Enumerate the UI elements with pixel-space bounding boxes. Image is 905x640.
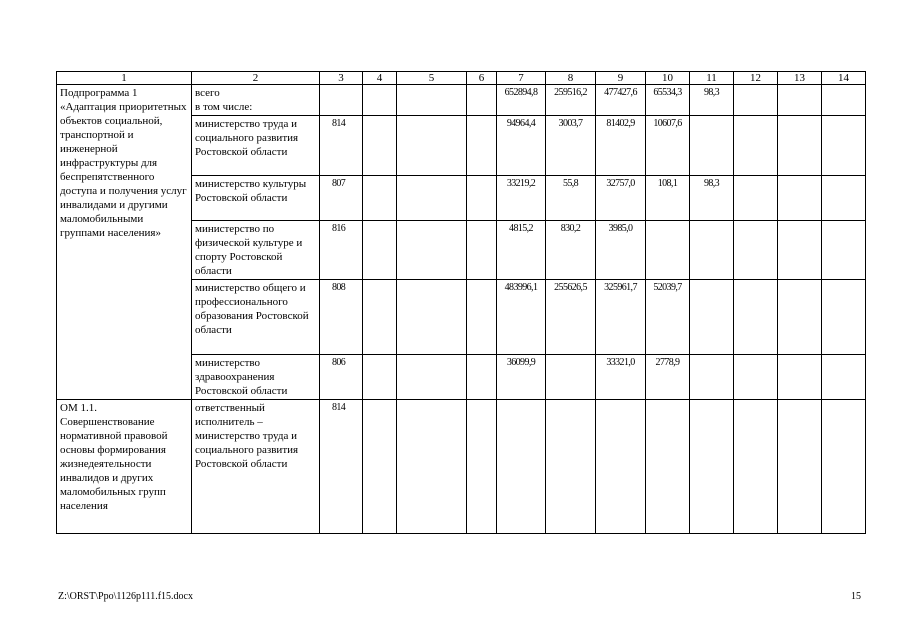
value-cell: 325961,7 (596, 280, 646, 355)
value-cell (734, 85, 778, 116)
value-cell (778, 116, 822, 176)
value-cell (822, 116, 866, 176)
executor-cell: министерство общего и профессионального образования Ростовской области (192, 280, 320, 355)
value-cell (778, 280, 822, 355)
value-cell (690, 400, 734, 534)
value-cell: 98,3 (690, 85, 734, 116)
value-cell: 10607,6 (646, 116, 690, 176)
value-cell (467, 85, 497, 116)
page-number: 15 (851, 591, 861, 602)
value-cell (467, 176, 497, 221)
header-cell: 12 (734, 72, 778, 85)
executor-cell: министерство труда и социального развития Ростовской области (192, 116, 320, 176)
value-cell (690, 221, 734, 280)
value-cell (734, 221, 778, 280)
value-cell (690, 280, 734, 355)
value-cell: 33321,0 (596, 355, 646, 400)
executor-cell: министерство культуры Ростовской области (192, 176, 320, 221)
executor-cell: министерство по физической культуре и спорту Ростовской области (192, 221, 320, 280)
value-cell: 108,1 (646, 176, 690, 221)
value-cell: 98,3 (690, 176, 734, 221)
value-cell (467, 400, 497, 534)
value-cell (467, 355, 497, 400)
value-cell (822, 221, 866, 280)
header-cell: 5 (397, 72, 467, 85)
value-cell: 483996,1 (497, 280, 546, 355)
value-cell (397, 116, 467, 176)
header-cell: 2 (192, 72, 320, 85)
header-cell: 6 (467, 72, 497, 85)
header-cell: 10 (646, 72, 690, 85)
subprogram-label: Подпрограмма 1 «Адаптация приоритетных объектов социальной, транспортной и инженерной инфраструктуры для беспрепятственного доступа и получения услуг инвалидами и другими маломобильными группами населения» (57, 85, 192, 400)
value-cell (397, 280, 467, 355)
header-cell: 7 (497, 72, 546, 85)
value-cell (397, 176, 467, 221)
value-cell: 81402,9 (596, 116, 646, 176)
table-row (57, 85, 866, 116)
header-cell: 9 (596, 72, 646, 85)
budget-table (56, 71, 866, 534)
value-cell: 3985,0 (596, 221, 646, 280)
value-cell (467, 116, 497, 176)
header-cell: 1 (57, 72, 192, 85)
value-cell (778, 355, 822, 400)
executor-cell: министерство здравоохранения Ростовской области (192, 355, 320, 400)
value-cell: 94964,4 (497, 116, 546, 176)
value-cell: 830,2 (546, 221, 596, 280)
code-cell: 814 (320, 116, 363, 176)
value-cell (778, 400, 822, 534)
value-cell (646, 221, 690, 280)
value-cell: 55,8 (546, 176, 596, 221)
executor-cell: ответственный исполнитель – министерство труда и социального развития Ростовской области (192, 400, 320, 534)
value-cell (822, 85, 866, 116)
value-cell (363, 85, 397, 116)
value-cell: 2778,9 (646, 355, 690, 400)
value-cell: 36099,9 (497, 355, 546, 400)
header-cell: 11 (690, 72, 734, 85)
header-cell: 8 (546, 72, 596, 85)
table-header-row (57, 72, 866, 85)
header-cell: 13 (778, 72, 822, 85)
value-cell (363, 280, 397, 355)
code-cell: 807 (320, 176, 363, 221)
value-cell: 33219,2 (497, 176, 546, 221)
header-cell: 14 (822, 72, 866, 85)
value-cell: 255626,5 (546, 280, 596, 355)
value-cell (546, 400, 596, 534)
value-cell (467, 280, 497, 355)
value-cell (734, 280, 778, 355)
table-row (57, 400, 866, 534)
value-cell (363, 176, 397, 221)
value-cell (734, 400, 778, 534)
value-cell (363, 400, 397, 534)
value-cell (822, 355, 866, 400)
value-cell (690, 355, 734, 400)
value-cell (363, 355, 397, 400)
header-cell: 4 (363, 72, 397, 85)
code-cell: 806 (320, 355, 363, 400)
value-cell (690, 116, 734, 176)
value-cell: 4815,2 (497, 221, 546, 280)
value-cell (734, 116, 778, 176)
value-cell (546, 355, 596, 400)
value-cell: 259516,2 (546, 85, 596, 116)
value-cell: 65534,3 (646, 85, 690, 116)
value-cell (778, 176, 822, 221)
value-cell: 32757,0 (596, 176, 646, 221)
value-cell (397, 355, 467, 400)
value-cell (734, 176, 778, 221)
value-cell (497, 400, 546, 534)
value-cell (397, 400, 467, 534)
value-cell (397, 85, 467, 116)
value-cell (397, 221, 467, 280)
value-cell (363, 116, 397, 176)
value-cell: 652894,8 (497, 85, 546, 116)
value-cell: 3003,7 (546, 116, 596, 176)
code-cell: 808 (320, 280, 363, 355)
value-cell (596, 400, 646, 534)
value-cell (822, 176, 866, 221)
executor-cell: всего в том числе: (192, 85, 320, 116)
value-cell: 52039,7 (646, 280, 690, 355)
measure-label: ОМ 1.1. Совершенствование нормативной правовой основы формирования жизнедеятельности инвалидов и других маломобильных групп населения (57, 400, 192, 534)
value-cell (778, 85, 822, 116)
code-cell: 816 (320, 221, 363, 280)
value-cell (646, 400, 690, 534)
value-cell (734, 355, 778, 400)
header-cell: 3 (320, 72, 363, 85)
value-cell (467, 221, 497, 280)
code-cell: 814 (320, 400, 363, 534)
code-cell (320, 85, 363, 116)
value-cell (822, 400, 866, 534)
file-path: Z:\ORST\Ppo\1126p111.f15.docx (58, 591, 193, 602)
value-cell (363, 221, 397, 280)
value-cell (778, 221, 822, 280)
value-cell: 477427,6 (596, 85, 646, 116)
value-cell (822, 280, 866, 355)
